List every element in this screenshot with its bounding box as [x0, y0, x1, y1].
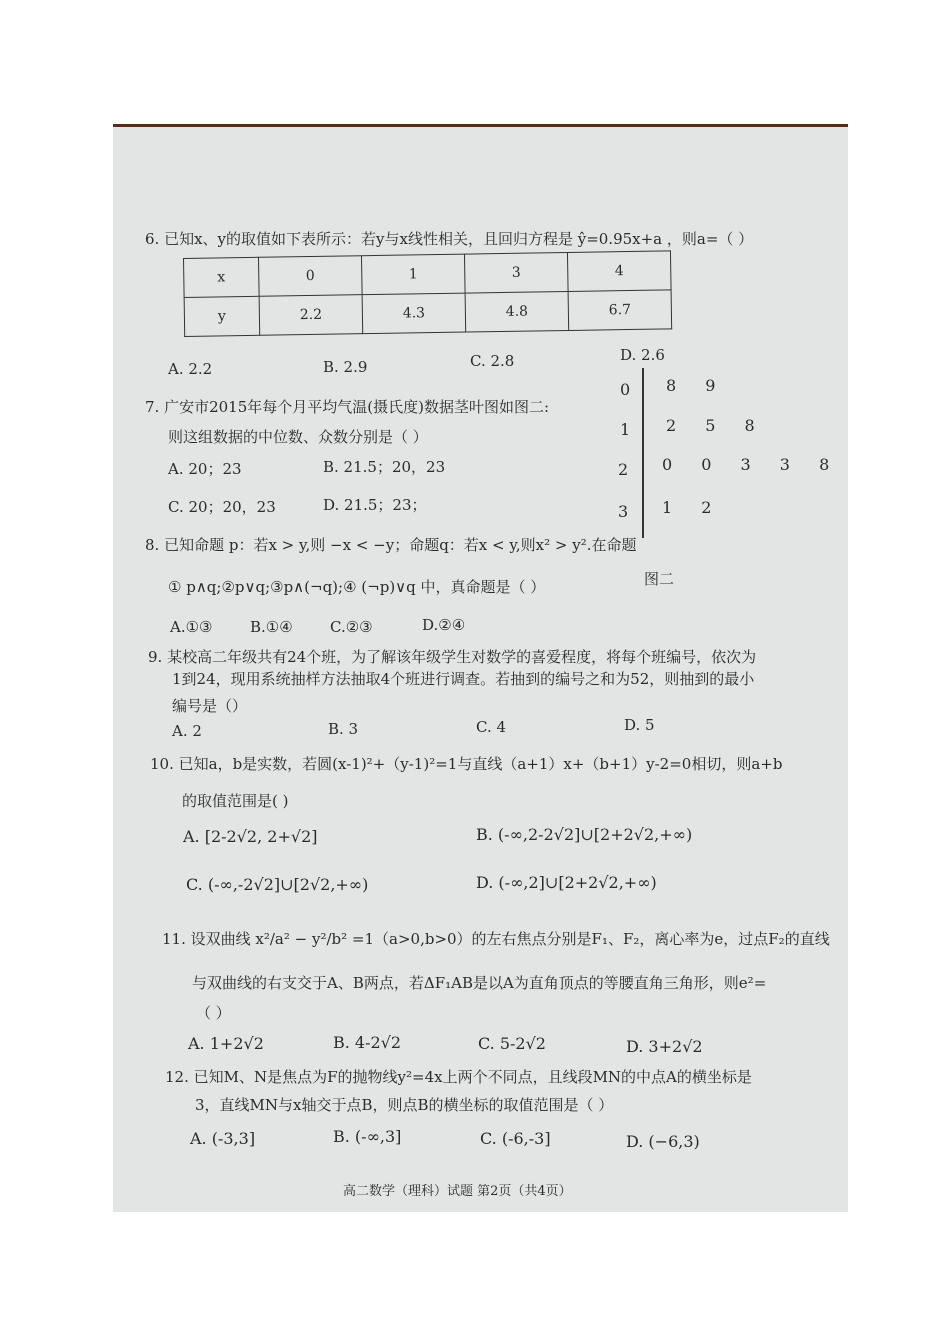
table-row: [184, 290, 672, 337]
table-cell: y: [184, 296, 260, 336]
q9-line3: 编号是（）: [172, 697, 248, 715]
q9-option-c: C. 4: [476, 718, 507, 736]
table-cell: x: [184, 257, 260, 297]
q8-option-a: A.①③: [170, 618, 213, 636]
stemleaf-divider: [642, 368, 644, 538]
q8-option-c: C.②③: [330, 618, 373, 636]
q7-stem: 7. 广安市2015年每个月平均气温(摄氏度)数据茎叶图如图二:: [145, 398, 550, 416]
q9-stem: 9. 某校高二年级共有24个班，为了解该年级学生对数学的喜爱程度，将每个班编号，依次为: [148, 648, 757, 666]
q7-line2: 则这组数据的中位数、众数分别是（ ）: [168, 428, 428, 446]
stem-1: 1: [620, 420, 631, 439]
q6-option-c: C. 2.8: [470, 352, 515, 370]
q11-option-a: A. 1+2√2: [188, 1034, 264, 1053]
q10-option-a: A. [2-2√2, 2+√2]: [183, 827, 318, 846]
leaf-1: 2 5 8: [666, 416, 767, 435]
q7-option-d: D. 21.5；23；: [323, 496, 427, 514]
q12-line2: 3，直线MN与x轴交于点B，则点B的横坐标的取值范围是（ ）: [195, 1096, 614, 1114]
q11-line2: 与双曲线的右支交于A、B两点，若ΔF₁AB是以A为直角顶点的等腰直角三角形，则e²=: [192, 974, 767, 992]
q8-stem: 8. 已知命题 p：若x > y,则 −x < −y；命题q：若x < y,则x² > y².在命题: [145, 536, 637, 554]
table-cell: 0: [258, 256, 362, 297]
q11-option-b: B. 4-2√2: [333, 1033, 402, 1052]
q12-option-d: D. (−6,3): [626, 1132, 700, 1151]
q12-option-a: A. (-3,3]: [190, 1129, 256, 1148]
table-cell: 4: [567, 251, 671, 292]
leaf-2: 0 0 3 3 8: [662, 455, 842, 474]
table-cell: 4.8: [465, 291, 569, 332]
q6-option-d: D. 2.6: [620, 346, 665, 364]
q10-option-c: C. (-∞,-2√2]∪[2√2,+∞): [186, 875, 369, 894]
q9-option-a: A. 2: [172, 722, 202, 740]
q12-option-c: C. (-6,-3]: [480, 1129, 551, 1148]
q7-option-b: B. 21.5；20，23: [323, 458, 446, 476]
leaf-0: 8 9: [666, 376, 728, 395]
q12-stem: 12. 已知M、N是焦点为F的抛物线y²=4x上两个不同点，且线段MN的中点A的横坐标是: [165, 1068, 752, 1086]
leaf-3: 1 2: [662, 498, 724, 517]
q10-option-b: B. (-∞,2-2√2]∪[2+2√2,+∞): [476, 825, 693, 844]
q11-option-c: C. 5-2√2: [478, 1034, 546, 1053]
stem-2: 2: [618, 460, 629, 479]
figure-caption: 图二: [644, 570, 675, 588]
table-cell: 1: [361, 254, 465, 295]
q6-option-b: B. 2.9: [323, 358, 368, 376]
q7-option-a: A. 20；23: [168, 460, 242, 478]
q8-line2: ① p∧q;②p∨q;③p∧(¬q);④ (¬p)∨q 中，真命题是（ ）: [168, 578, 546, 596]
q6-option-a: A. 2.2: [168, 360, 213, 378]
q11-stem: 11. 设双曲线 x²/a² − y²/b² =1（a>0,b>0）的左右焦点分别是F₁、F₂，离心率为e，过点F₂的直线: [162, 930, 830, 948]
q10-option-d: D. (-∞,2]∪[2+2√2,+∞): [476, 873, 657, 892]
q10-line2: 的取值范围是( ): [182, 792, 289, 810]
q10-stem: 10. 已知a，b是实数，若圆(x-1)²+（y-1)²=1与直线（a+1）x+（b+1）y-2=0相切，则a+b: [150, 755, 783, 773]
stem-0: 0: [620, 380, 631, 399]
table-cell: 2.2: [259, 295, 363, 336]
table-cell: 6.7: [568, 290, 672, 331]
q12-option-b: B. (-∞,3]: [333, 1127, 402, 1146]
q8-option-d: D.②④: [422, 616, 466, 634]
q9-option-d: D. 5: [624, 716, 655, 734]
q7-option-c: C. 20；20，23: [168, 498, 276, 516]
q6-table: [183, 250, 672, 337]
page-footer: 高二数学（理科）试题 第2页（共4页）: [343, 1184, 572, 1199]
q8-option-b: B.①④: [250, 618, 293, 636]
q6-stem: 6. 已知x、y的取值如下表所示：若y与x线性相关，且回归方程是 ŷ=0.95x+a ，则a=（ ）: [145, 230, 754, 248]
stem-3: 3: [618, 502, 629, 521]
q11-option-d: D. 3+2√2: [626, 1037, 703, 1056]
table-cell: 4.3: [362, 293, 466, 334]
q9-line2: 1到24，现用系统抽样方法抽取4个班进行调查。若抽到的编号之和为52，则抽到的最小: [172, 670, 755, 688]
q11-line3: （ ）: [196, 1004, 231, 1022]
q9-option-b: B. 3: [328, 720, 359, 738]
table-cell: 3: [464, 252, 568, 293]
